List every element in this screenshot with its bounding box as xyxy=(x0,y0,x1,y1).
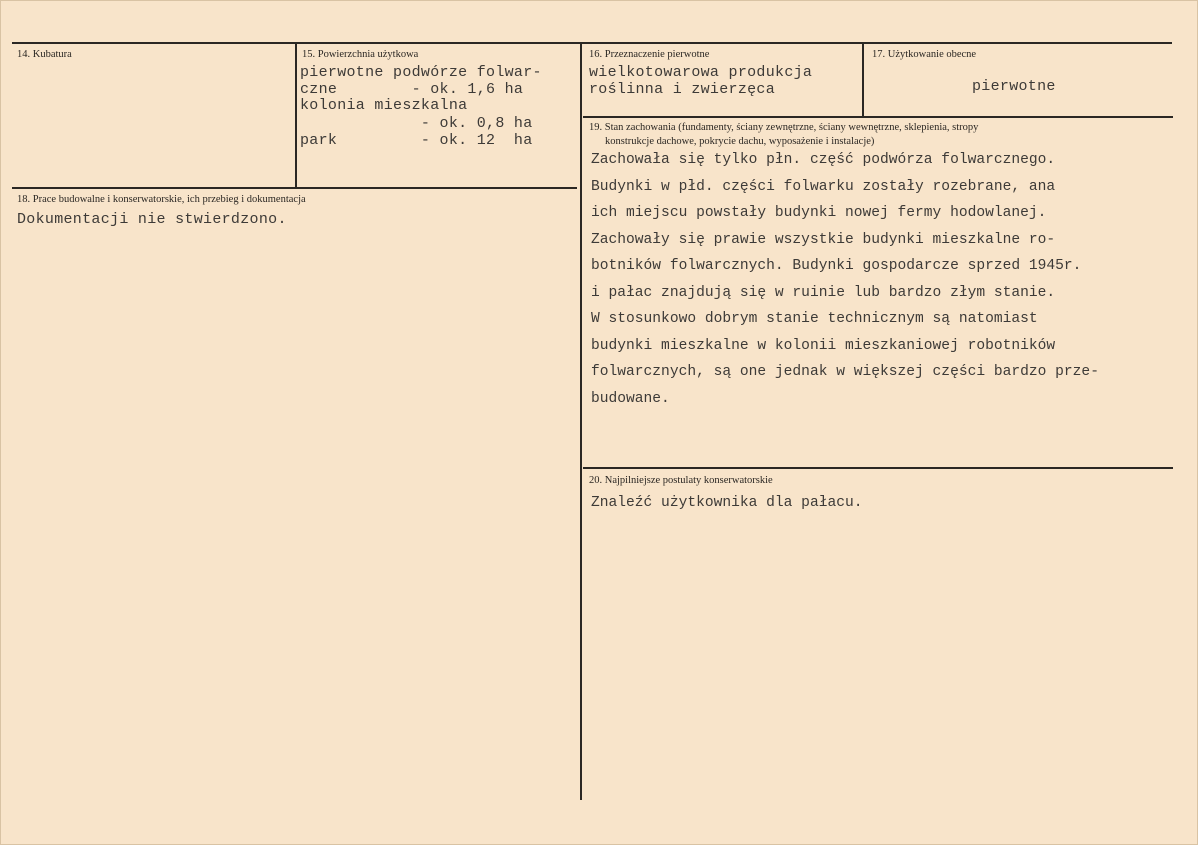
rule-section-14-15-bottom xyxy=(12,187,577,189)
field-19-line: Budynki w płd. części folwarku zostały rozebrane, ana xyxy=(591,178,1056,195)
field-15-label: 15. Powierzchnia użytkowa xyxy=(302,49,419,60)
divider-16-17 xyxy=(862,43,864,116)
field-20-value: Znaleźć użytkownika dla pałacu. xyxy=(591,495,863,511)
field-16-line-1: wielkotowarowa produkcja xyxy=(589,64,813,81)
rule-section-16-17-bottom xyxy=(583,116,1173,118)
field-15-line-4: - ok. 0,8 ha xyxy=(300,115,533,132)
field-16-line-2: roślinna i zwierzęca xyxy=(589,81,776,98)
field-20-label: 20. Najpilniejsze postulaty konserwatorskie xyxy=(589,475,773,486)
field-19-line: W stosunkowo dobrym stanie technicznym są natomiast xyxy=(591,311,1038,327)
field-19-line: Zachowały się prawie wszystkie budynki mieszkalne ro- xyxy=(591,231,1056,248)
field-19-line: budowane. xyxy=(591,390,670,407)
field-15-line-5: park - ok. 12 ha xyxy=(300,132,533,149)
rule-section-19-bottom xyxy=(583,467,1173,469)
field-16-label: 16. Przeznaczenie pierwotne xyxy=(589,49,710,60)
field-19-line: Zachowała się tylko płn. część podwórza folwarcznego. xyxy=(591,152,1056,168)
field-17-label: 17. Użytkowanie obecne xyxy=(872,49,977,60)
field-15-line-1: pierwotne podwórze folwar- xyxy=(300,64,542,81)
field-14-label: 14. Kubatura xyxy=(17,49,72,60)
field-18-value: Dokumentacji nie stwierdzono. xyxy=(17,211,287,228)
field-18-label: 18. Prace budowalne i konserwatorskie, ich przebieg i dokumentacja xyxy=(17,194,306,205)
field-15-line-2: czne - ok. 1,6 ha xyxy=(300,81,524,98)
field-19-line: botników folwarcznych. Budynki gospodarcze sprzed 1945r. xyxy=(591,258,1082,274)
main-column-divider xyxy=(580,43,582,800)
field-19-label-line-1: 19. Stan zachowania (fundamenty, ściany zewnętrzne, ściany wewnętrzne, sklepienia, stropy xyxy=(589,122,979,133)
top-rule xyxy=(12,42,1172,44)
field-17-value: pierwotne xyxy=(972,78,1056,95)
field-15-line-3: kolonia mieszkalna xyxy=(300,97,468,114)
field-19-line: folwarcznych, są one jednak w większej części bardzo prze- xyxy=(591,364,1099,380)
divider-14-15 xyxy=(295,43,297,187)
field-19-line: ich miejscu powstały budynki nowej fermy hodowlanej. xyxy=(591,205,1047,221)
field-19-line: budynki mieszkalne w kolonii mieszkaniowej robotników xyxy=(591,337,1056,354)
field-19-line: i pałac znajdują się w ruinie lub bardzo złym stanie. xyxy=(591,284,1056,301)
field-19-label-line-2: konstrukcje dachowe, pokrycie dachu, wyposażenie i instalacje) xyxy=(605,136,875,147)
